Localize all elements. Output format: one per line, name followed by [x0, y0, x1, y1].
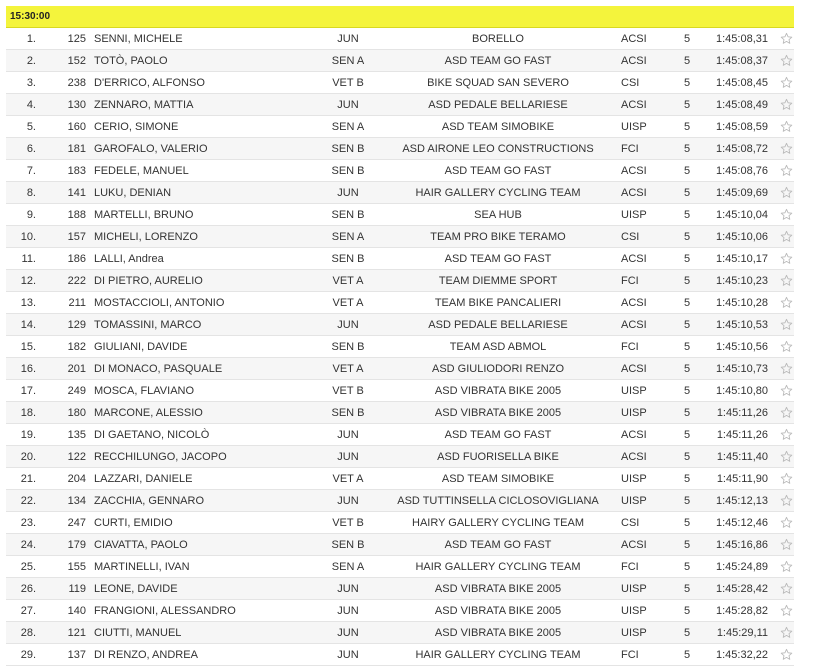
position-cell: 9. — [26, 209, 36, 221]
time-cell: 1:45:11,90 — [716, 473, 768, 485]
laps-cell: 5 — [683, 33, 691, 45]
table-row — [6, 490, 794, 512]
team-cell: ASD TEAM GO FAST — [444, 253, 552, 265]
position-cell: 1. — [26, 33, 36, 45]
athlete-name-cell: TOMASSINI, MARCO — [94, 319, 202, 331]
table-row — [6, 556, 794, 578]
federation-cell: UISP — [621, 473, 647, 485]
category-cell: JUN — [337, 187, 359, 199]
time-cell: 1:45:08,59 — [716, 121, 768, 133]
laps-cell: 5 — [683, 55, 691, 67]
athlete-name-cell: FEDELE, MANUEL — [94, 165, 189, 177]
federation-cell: ACSI — [621, 297, 647, 309]
star-outline-icon[interactable] — [778, 424, 794, 445]
team-cell: ASD FUORISELLA BIKE — [437, 451, 559, 463]
table-row — [6, 314, 794, 336]
laps-cell: 5 — [683, 319, 691, 331]
laps-cell: 5 — [683, 209, 691, 221]
laps-cell: 5 — [683, 121, 691, 133]
star-outline-icon[interactable] — [778, 556, 794, 577]
star-outline-icon[interactable] — [778, 402, 794, 423]
table-row — [6, 226, 794, 248]
star-outline-icon[interactable] — [778, 292, 794, 313]
table-row — [6, 138, 794, 160]
federation-cell: CSI — [621, 517, 640, 529]
time-cell: 1:45:10,56 — [716, 341, 768, 353]
athlete-name-cell: MARTELLI, BRUNO — [94, 209, 194, 221]
laps-cell: 5 — [683, 341, 691, 353]
federation-cell: CSI — [621, 77, 640, 89]
category-cell: VET B — [332, 517, 364, 529]
athlete-name-cell: GAROFALO, VALERIO — [94, 143, 208, 155]
laps-cell: 5 — [683, 187, 691, 199]
category-cell: SEN A — [331, 231, 365, 243]
athlete-name-cell: LEONE, DAVIDE — [94, 583, 178, 595]
table-row — [6, 116, 794, 138]
team-cell: ASD AIRONE LEO CONSTRUCTIONS — [402, 143, 594, 155]
position-cell: 23. — [20, 517, 36, 529]
team-cell: ASD TEAM GO FAST — [444, 55, 552, 67]
team-cell: BORELLO — [472, 33, 524, 45]
bib-cell: 125 — [67, 33, 86, 45]
position-cell: 21. — [20, 473, 36, 485]
team-cell: ASD TEAM GO FAST — [444, 165, 552, 177]
star-outline-icon[interactable] — [778, 50, 794, 71]
position-cell: 10. — [20, 231, 36, 243]
team-cell: ASD PEDALE BELLARIESE — [428, 99, 568, 111]
time-cell: 1:45:10,73 — [716, 363, 768, 375]
star-outline-icon[interactable] — [778, 490, 794, 511]
bib-cell: 134 — [67, 495, 86, 507]
laps-cell: 5 — [683, 517, 691, 529]
bib-cell: 121 — [67, 627, 86, 639]
position-cell: 28. — [20, 627, 36, 639]
athlete-name-cell: CERIO, SIMONE — [94, 121, 179, 133]
bib-cell: 135 — [67, 429, 86, 441]
bib-cell: 119 — [68, 583, 86, 595]
laps-cell: 5 — [683, 605, 691, 617]
athlete-name-cell: CIUTTI, MANUEL — [94, 627, 182, 639]
athlete-name-cell: LALLI, Andrea — [94, 253, 164, 265]
category-cell: VET A — [332, 473, 364, 485]
bib-cell: 204 — [67, 473, 86, 485]
star-outline-icon[interactable] — [778, 314, 794, 335]
federation-cell: FCI — [621, 341, 639, 353]
laps-cell: 5 — [683, 99, 691, 111]
position-cell: 7. — [26, 165, 36, 177]
time-cell: 1:45:16,86 — [716, 539, 768, 551]
team-cell: TEAM ASD ABMOL — [449, 341, 547, 353]
position-cell: 5. — [26, 121, 36, 133]
athlete-name-cell: RECCHILUNGO, JACOPO — [94, 451, 227, 463]
laps-cell: 5 — [683, 297, 691, 309]
federation-cell: FCI — [621, 561, 639, 573]
table-row — [6, 358, 794, 380]
team-cell: TEAM DIEMME SPORT — [438, 275, 558, 287]
category-cell: JUN — [337, 495, 359, 507]
table-row — [6, 292, 794, 314]
laps-cell: 5 — [683, 407, 691, 419]
time-cell: 1:45:09,69 — [716, 187, 768, 199]
position-cell: 19. — [20, 429, 36, 441]
time-cell: 1:45:12,46 — [716, 517, 768, 529]
time-cell: 1:45:10,28 — [716, 297, 768, 309]
laps-cell: 5 — [683, 165, 691, 177]
laps-cell: 5 — [683, 451, 691, 463]
time-cell: 1:45:32,22 — [716, 649, 768, 661]
laps-cell: 5 — [683, 429, 691, 441]
team-cell: HAIR GALLERY CYCLING TEAM — [415, 187, 581, 199]
table-row — [6, 380, 794, 402]
federation-cell: ACSI — [621, 429, 647, 441]
federation-cell: UISP — [621, 121, 647, 133]
athlete-name-cell: FRANGIONI, ALESSANDRO — [94, 605, 236, 617]
time-cell: 1:45:10,04 — [716, 209, 768, 221]
time-cell: 1:45:08,49 — [716, 99, 768, 111]
star-outline-icon[interactable] — [778, 358, 794, 379]
athlete-name-cell: DI GAETANO, NICOLÒ — [94, 429, 210, 441]
category-cell: JUN — [337, 649, 359, 661]
position-cell: 2. — [26, 55, 36, 67]
table-row — [6, 270, 794, 292]
laps-cell: 5 — [683, 363, 691, 375]
start-time-header — [6, 6, 794, 28]
team-cell: ASD TEAM GO FAST — [444, 429, 552, 441]
bib-cell: 211 — [68, 297, 86, 309]
table-row — [6, 72, 794, 94]
star-outline-icon[interactable] — [778, 160, 794, 181]
athlete-name-cell: D'ERRICO, ALFONSO — [94, 77, 205, 89]
table-row — [6, 578, 794, 600]
bib-cell: 201 — [67, 363, 86, 375]
table-row — [6, 182, 794, 204]
position-cell: 13. — [20, 297, 36, 309]
bib-cell: 141 — [67, 187, 86, 199]
star-outline-icon[interactable] — [778, 138, 794, 159]
star-outline-icon[interactable] — [778, 182, 794, 203]
category-cell: SEN B — [331, 253, 365, 265]
category-cell: SEN A — [331, 55, 365, 67]
team-cell: TEAM PRO BIKE TERAMO — [430, 231, 566, 243]
federation-cell: ACSI — [621, 99, 647, 111]
team-cell: ASD GIULIODORI RENZO — [431, 363, 565, 375]
position-cell: 4. — [26, 99, 36, 111]
category-cell: JUN — [337, 429, 359, 441]
category-cell: SEN A — [331, 561, 365, 573]
star-outline-icon[interactable] — [778, 226, 794, 247]
table-row — [6, 622, 794, 644]
category-cell: SEN A — [331, 121, 365, 133]
category-cell: SEN B — [331, 143, 365, 155]
laps-cell: 5 — [683, 275, 691, 287]
time-cell: 1:45:10,23 — [716, 275, 768, 287]
star-outline-icon[interactable] — [778, 534, 794, 555]
table-row — [6, 94, 794, 116]
laps-cell: 5 — [683, 77, 691, 89]
table-row — [6, 160, 794, 182]
team-cell: ASD VIBRATA BIKE 2005 — [434, 385, 562, 397]
table-row — [6, 534, 794, 556]
table-row — [6, 468, 794, 490]
athlete-name-cell: DI RENZO, ANDREA — [94, 649, 198, 661]
bib-cell: 182 — [67, 341, 86, 353]
federation-cell: ACSI — [621, 253, 647, 265]
position-cell: 6. — [26, 143, 36, 155]
time-cell: 1:45:11,40 — [716, 451, 768, 463]
federation-cell: ACSI — [621, 187, 647, 199]
time-cell: 1:45:10,06 — [716, 231, 768, 243]
bib-cell: 180 — [67, 407, 86, 419]
position-cell: 22. — [20, 495, 36, 507]
laps-cell: 5 — [683, 561, 691, 573]
table-row — [6, 424, 794, 446]
laps-cell: 5 — [683, 231, 691, 243]
team-cell: ASD TEAM SIMOBIKE — [441, 473, 555, 485]
federation-cell: ACSI — [621, 165, 647, 177]
team-cell: ASD VIBRATA BIKE 2005 — [434, 407, 562, 419]
time-cell: 1:45:11,26 — [716, 429, 768, 441]
table-row — [6, 50, 794, 72]
bib-cell: 152 — [67, 55, 86, 67]
bib-cell: 249 — [67, 385, 86, 397]
position-cell: 3. — [26, 77, 36, 89]
category-cell: JUN — [337, 99, 359, 111]
team-cell: ASD TUTTINSELLA CICLOSOVIGLIANA — [397, 495, 599, 507]
category-cell: JUN — [337, 33, 359, 45]
team-cell: ASD VIBRATA BIKE 2005 — [434, 605, 562, 617]
star-outline-icon[interactable] — [778, 622, 794, 643]
table-row — [6, 512, 794, 534]
table-row — [6, 336, 794, 358]
federation-cell: FCI — [621, 649, 639, 661]
federation-cell: ACSI — [621, 33, 647, 45]
federation-cell: ACSI — [621, 55, 647, 67]
table-row — [6, 600, 794, 622]
athlete-name-cell: CURTI, EMIDIO — [94, 517, 173, 529]
bib-cell: 186 — [67, 253, 86, 265]
star-outline-icon[interactable] — [778, 116, 794, 137]
time-cell: 1:45:10,80 — [716, 385, 768, 397]
bib-cell: 160 — [67, 121, 86, 133]
category-cell: JUN — [337, 583, 359, 595]
results-rows — [6, 28, 794, 666]
athlete-name-cell: ZENNARO, MATTIA — [94, 99, 194, 111]
category-cell: VET A — [332, 275, 364, 287]
federation-cell: ACSI — [621, 363, 647, 375]
team-cell: SEA HUB — [474, 209, 522, 221]
table-row — [6, 28, 794, 50]
bib-cell: 179 — [67, 539, 86, 551]
table-row — [6, 248, 794, 270]
time-cell: 1:45:11,26 — [716, 407, 768, 419]
time-cell: 1:45:24,89 — [716, 561, 768, 573]
position-cell: 26. — [20, 583, 36, 595]
federation-cell: FCI — [621, 275, 639, 287]
team-cell: ASD TEAM SIMOBIKE — [441, 121, 555, 133]
position-cell: 14. — [20, 319, 36, 331]
position-cell: 11. — [21, 253, 36, 265]
team-cell: BIKE SQUAD SAN SEVERO — [427, 77, 569, 89]
category-cell: SEN B — [331, 341, 365, 353]
position-cell: 8. — [26, 187, 36, 199]
category-cell: JUN — [337, 627, 359, 639]
athlete-name-cell: MARCONE, ALESSIO — [94, 407, 203, 419]
position-cell: 24. — [20, 539, 36, 551]
star-outline-icon[interactable] — [778, 336, 794, 357]
federation-cell: FCI — [621, 143, 639, 155]
athlete-name-cell: MOSTACCIOLI, ANTONIO — [94, 297, 225, 309]
laps-cell: 5 — [683, 495, 691, 507]
time-cell: 1:45:12,13 — [716, 495, 768, 507]
federation-cell: ACSI — [621, 319, 647, 331]
bib-cell: 130 — [67, 99, 86, 111]
position-cell: 20. — [20, 451, 36, 463]
federation-cell: UISP — [621, 385, 647, 397]
position-cell: 25. — [20, 561, 36, 573]
star-outline-icon[interactable] — [778, 204, 794, 225]
category-cell: VET A — [332, 297, 364, 309]
star-outline-icon[interactable] — [778, 644, 794, 665]
team-cell: HAIR GALLERY CYCLING TEAM — [415, 649, 581, 661]
category-cell: VET B — [332, 385, 364, 397]
category-cell: SEN B — [331, 407, 365, 419]
star-outline-icon[interactable] — [778, 512, 794, 533]
bib-cell: 129 — [67, 319, 86, 331]
federation-cell: UISP — [621, 605, 647, 617]
star-outline-icon[interactable] — [778, 600, 794, 621]
athlete-name-cell: LAZZARI, DANIELE — [94, 473, 193, 485]
start-time-label: 15:30:00 — [10, 11, 51, 22]
federation-cell: UISP — [621, 627, 647, 639]
laps-cell: 5 — [683, 473, 691, 485]
bib-cell: 183 — [67, 165, 86, 177]
bib-cell: 181 — [67, 143, 86, 155]
star-outline-icon[interactable] — [778, 28, 794, 49]
position-cell: 27. — [20, 605, 36, 617]
table-row — [6, 402, 794, 424]
results-table — [6, 6, 794, 666]
star-outline-icon[interactable] — [778, 248, 794, 269]
category-cell: VET B — [332, 77, 364, 89]
star-outline-icon[interactable] — [778, 446, 794, 467]
athlete-name-cell: MICHELI, LORENZO — [94, 231, 198, 243]
position-cell: 18. — [20, 407, 36, 419]
time-cell: 1:45:28,42 — [716, 583, 768, 595]
federation-cell: ACSI — [621, 451, 647, 463]
category-cell: JUN — [337, 451, 359, 463]
laps-cell: 5 — [683, 253, 691, 265]
athlete-name-cell: MOSCA, FLAVIANO — [94, 385, 195, 397]
federation-cell: UISP — [621, 583, 647, 595]
athlete-name-cell: MARTINELLI, IVAN — [94, 561, 190, 573]
position-cell: 29. — [20, 649, 36, 661]
athlete-name-cell: DI MONACO, PASQUALE — [94, 363, 223, 375]
team-cell: ASD VIBRATA BIKE 2005 — [434, 627, 562, 639]
category-cell: JUN — [337, 319, 359, 331]
bib-cell: 137 — [67, 649, 86, 661]
bib-cell: 122 — [67, 451, 86, 463]
bib-cell: 238 — [67, 77, 86, 89]
bib-cell: 155 — [67, 561, 86, 573]
bib-cell: 188 — [67, 209, 86, 221]
athlete-name-cell: CIAVATTA, PAOLO — [94, 539, 188, 551]
federation-cell: UISP — [621, 407, 647, 419]
team-cell: ASD VIBRATA BIKE 2005 — [434, 583, 562, 595]
time-cell: 1:45:08,37 — [716, 55, 768, 67]
laps-cell: 5 — [683, 539, 691, 551]
team-cell: ASD PEDALE BELLARIESE — [428, 319, 568, 331]
table-row — [6, 644, 794, 666]
athlete-name-cell: DI PIETRO, AURELIO — [94, 275, 203, 287]
athlete-name-cell: ZACCHIA, GENNARO — [94, 495, 205, 507]
category-cell: SEN B — [331, 209, 365, 221]
time-cell: 1:45:10,53 — [716, 319, 768, 331]
athlete-name-cell: TOTÒ, PAOLO — [94, 55, 168, 67]
position-cell: 17. — [20, 385, 36, 397]
bib-cell: 157 — [67, 231, 86, 243]
time-cell: 1:45:08,72 — [716, 143, 768, 155]
time-cell: 1:45:08,31 — [716, 33, 768, 45]
federation-cell: UISP — [621, 209, 647, 221]
federation-cell: ACSI — [621, 539, 647, 551]
star-outline-icon[interactable] — [778, 578, 794, 599]
laps-cell: 5 — [683, 143, 691, 155]
star-outline-icon[interactable] — [778, 72, 794, 93]
category-cell: JUN — [337, 605, 359, 617]
star-outline-icon[interactable] — [778, 270, 794, 291]
position-cell: 16. — [20, 363, 36, 375]
time-cell: 1:45:29,11 — [716, 627, 768, 639]
athlete-name-cell: SENNI, MICHELE — [94, 33, 183, 45]
category-cell: VET A — [332, 363, 364, 375]
table-row — [6, 446, 794, 468]
bib-cell: 222 — [67, 275, 86, 287]
team-cell: TEAM BIKE PANCALIERI — [434, 297, 562, 309]
star-outline-icon[interactable] — [778, 94, 794, 115]
table-row — [6, 204, 794, 226]
time-cell: 1:45:10,17 — [716, 253, 768, 265]
bib-cell: 247 — [67, 517, 86, 529]
laps-cell: 5 — [683, 627, 691, 639]
laps-cell: 5 — [683, 649, 691, 661]
page-margin — [806, 0, 824, 666]
team-cell: ASD TEAM GO FAST — [444, 539, 552, 551]
athlete-name-cell: LUKU, DENIAN — [94, 187, 172, 199]
laps-cell: 5 — [683, 385, 691, 397]
category-cell: SEN B — [331, 165, 365, 177]
federation-cell: UISP — [621, 495, 647, 507]
category-cell: SEN B — [331, 539, 365, 551]
team-cell: HAIR GALLERY CYCLING TEAM — [415, 561, 581, 573]
position-cell: 12. — [20, 275, 36, 287]
time-cell: 1:45:28,82 — [716, 605, 768, 617]
athlete-name-cell: GIULIANI, DAVIDE — [94, 341, 188, 353]
bib-cell: 140 — [67, 605, 86, 617]
position-cell: 15. — [20, 341, 36, 353]
star-outline-icon[interactable] — [778, 468, 794, 489]
time-cell: 1:45:08,45 — [716, 77, 768, 89]
time-cell: 1:45:08,76 — [716, 165, 768, 177]
star-outline-icon[interactable] — [778, 380, 794, 401]
laps-cell: 5 — [683, 583, 691, 595]
federation-cell: CSI — [621, 231, 640, 243]
team-cell: HAIRY GALLERY CYCLING TEAM — [412, 517, 584, 529]
